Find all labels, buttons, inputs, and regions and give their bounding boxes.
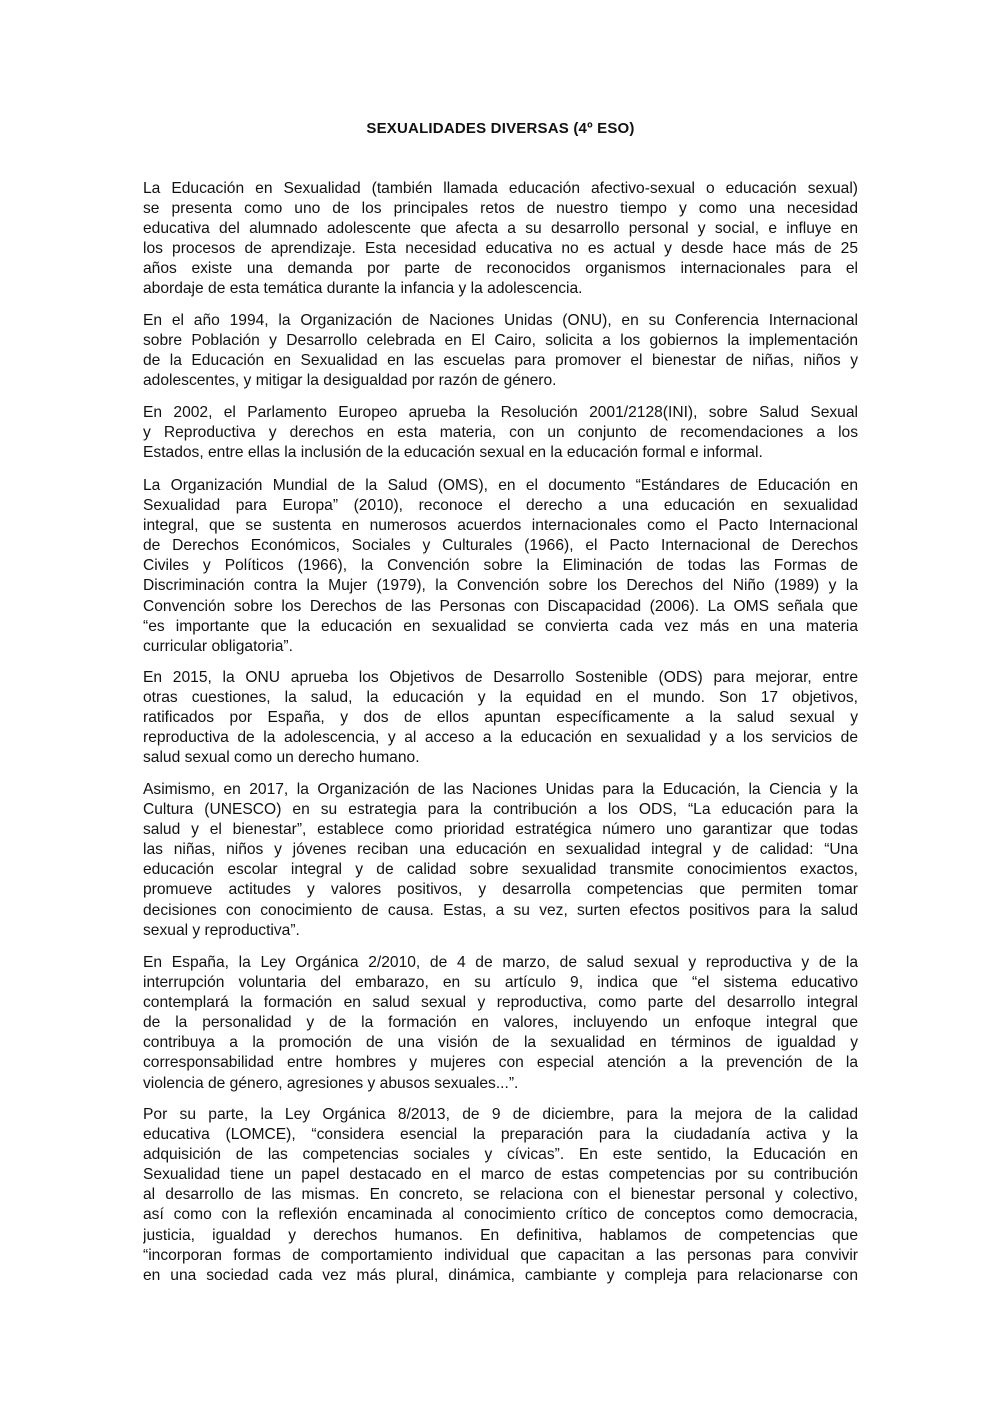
text-line: decisiones con conocimiento de causa. Estas, a su vez, surten efectos positivos para la salud [143, 901, 858, 919]
text-line: Asimismo, en 2017, la Organización de las Naciones Unidas para la Educación, la Ciencia y la [143, 781, 858, 798]
text-line: integral, que se sustenta en numerosos acuerdos internacionales como el Pacto Internacional [143, 517, 858, 535]
text-line: las niñas, niños y jóvenes reciban una educación en sexualidad integral y de calidad: “Una [143, 841, 858, 859]
text-line: educativa (LOMCE), “considera esencial la preparación para la ciudadanía activa y la [143, 1126, 858, 1144]
text-line: adolescentes, y mitigar la desigualdad por razón de género. [143, 372, 557, 390]
text-line: Sexualidad tiene un papel destacado en el marco de estas competencias por su contribución [143, 1166, 858, 1184]
text-line: salud sexual como un derecho humano. [143, 749, 420, 767]
text-line: al desarrollo de las mismas. En concreto, se relaciona con el bienestar personal y colectivo, [143, 1186, 858, 1204]
text-line: sobre Población y Desarrollo celebrada en El Cairo, solicita a los gobiernos la implementación [143, 332, 858, 350]
text-line: La Organización Mundial de la Salud (OMS), en el documento “Estándares de Educación en [143, 477, 858, 494]
text-line: Cultura (UNESCO) en su estrategia para la contribución a los ODS, “La educación para la [143, 801, 858, 819]
text-line: En España, la Ley Orgánica 2/2010, de 4 de marzo, de salud sexual y reproductiva y de la [143, 954, 858, 971]
text-line: corresponsabilidad entre hombres y mujeres con especial atención a la prevención de la [143, 1054, 858, 1072]
paragraph [143, 1105, 858, 1286]
text-line: En 2002, el Parlamento Europeo aprueba la Resolución 2001/2128(INI), sobre Salud Sexual [143, 404, 858, 421]
text-line: otras cuestiones, la salud, la educación y la equidad en el mundo. Son 17 objetivos, [143, 689, 858, 707]
text-line: Convención sobre los Derechos de las Personas con Discapacidad (2006). La OMS señala que [143, 597, 858, 615]
paragraph [143, 311, 858, 391]
text-line: educación escolar integral y de calidad sobre sexualidad transmite conocimientos exactos, [143, 861, 858, 879]
text-line: salud y el bienestar”, establece como prioridad estratégica número uno garantizar que todas [143, 821, 858, 839]
text-line: reproductiva de la adolescencia, y al acceso a la educación en sexualidad y a los servicios de [143, 729, 858, 747]
text-line: Discriminación contra la Mujer (1979), la Convención sobre los Derechos del Niño (1989) y la [143, 577, 858, 595]
text-line: sexual y reproductiva”. [143, 921, 300, 939]
text-line: contemplará la formación en salud sexual y reproductiva, como parte del desarrollo integral [143, 994, 858, 1012]
text-line: abordaje de esta temática durante la infancia y la adolescencia. [143, 280, 583, 298]
text-line: Civiles y Políticos (1966), la Convención sobre la Eliminación de todas las Formas de [143, 557, 858, 575]
text-line: Estados, entre ellas la inclusión de la educación sexual en la educación formal e informal. [143, 444, 763, 462]
text-line: Por su parte, la Ley Orgánica 8/2013, de 9 de diciembre, para la mejora de la calidad [143, 1106, 858, 1123]
paragraph [143, 780, 858, 941]
text-line: curricular obligatoria”. [143, 637, 293, 655]
text-line: de Derechos Económicos, Sociales y Culturales (1966), el Pacto Internacional de Derechos [143, 537, 858, 555]
text-line: La Educación en Sexualidad (también llamada educación afectivo-sexual o educación sexual) [143, 180, 858, 197]
paragraph [143, 668, 858, 768]
document-title: SEXUALIDADES DIVERSAS (4º ESO) [366, 120, 635, 137]
text-line: y Reproductiva y derechos en esta materia, con un conjunto de recomendaciones a los [143, 424, 858, 442]
text-line: En el año 1994, la Organización de Naciones Unidas (ONU), en su Conferencia Internacional [143, 312, 858, 329]
text-line: así como con la reflexión encaminada al conocimiento crítico de conceptos como democracia, [143, 1206, 858, 1224]
paragraph [143, 476, 858, 657]
text-line: “incorporan formas de comportamiento individual que capacitan a las personas para convivir [143, 1246, 858, 1264]
text-line: adquisición de las competencias sociales y cívicas”. En este sentido, la Educación en [143, 1146, 858, 1164]
text-line: violencia de género, agresiones y abusos sexuales...”. [143, 1074, 519, 1092]
text-line: los procesos de aprendizaje. Esta necesidad educativa no es actual y desde hace más de 25 [143, 240, 858, 258]
text-line: ratificados por España, y dos de ellos apuntan específicamente a la salud sexual y [143, 709, 858, 727]
text-line: en una sociedad cada vez más plural, dinámica, cambiante y compleja para relacionarse con [143, 1266, 858, 1284]
text-line: Sexualidad para Europa” (2010), reconoce el derecho a una educación en sexualidad [143, 497, 858, 515]
text-line: promueve actitudes y valores positivos, y desarrolla competencias que permiten tomar [143, 881, 858, 899]
text-line: “es importante que la educación en sexualidad se convierta cada vez más en una materia [143, 617, 858, 635]
paragraph [143, 179, 858, 300]
text-line: se presenta como uno de los principales retos de nuestro tiempo y como una necesidad [143, 200, 858, 218]
text-line: educativa del alumnado adolescente que afecta a su desarrollo personal y social, e influye en [143, 220, 858, 238]
text-line: justicia, igualdad y derechos humanos. En definitiva, hablamos de competencias que [143, 1226, 858, 1244]
paragraph [143, 953, 858, 1094]
text-line: interrupción voluntaria del embarazo, en su artículo 9, indica que “el sistema educativo [143, 974, 858, 992]
text-line: de la personalidad y de la formación en valores, incluyendo un enfoque integral que [143, 1014, 858, 1032]
text-line: años existe una demanda por parte de reconocidos organismos internacionales para el [143, 260, 858, 278]
text-line: de la Educación en Sexualidad en las escuelas para promover el bienestar de niñas, niños y [143, 352, 858, 370]
text-line: En 2015, la ONU aprueba los Objetivos de Desarrollo Sostenible (ODS) para mejorar, entre [143, 669, 858, 686]
paragraph [143, 403, 858, 463]
text-line: contribuya a la promoción de una visión de la sexualidad en términos de igualdad y [143, 1034, 858, 1052]
